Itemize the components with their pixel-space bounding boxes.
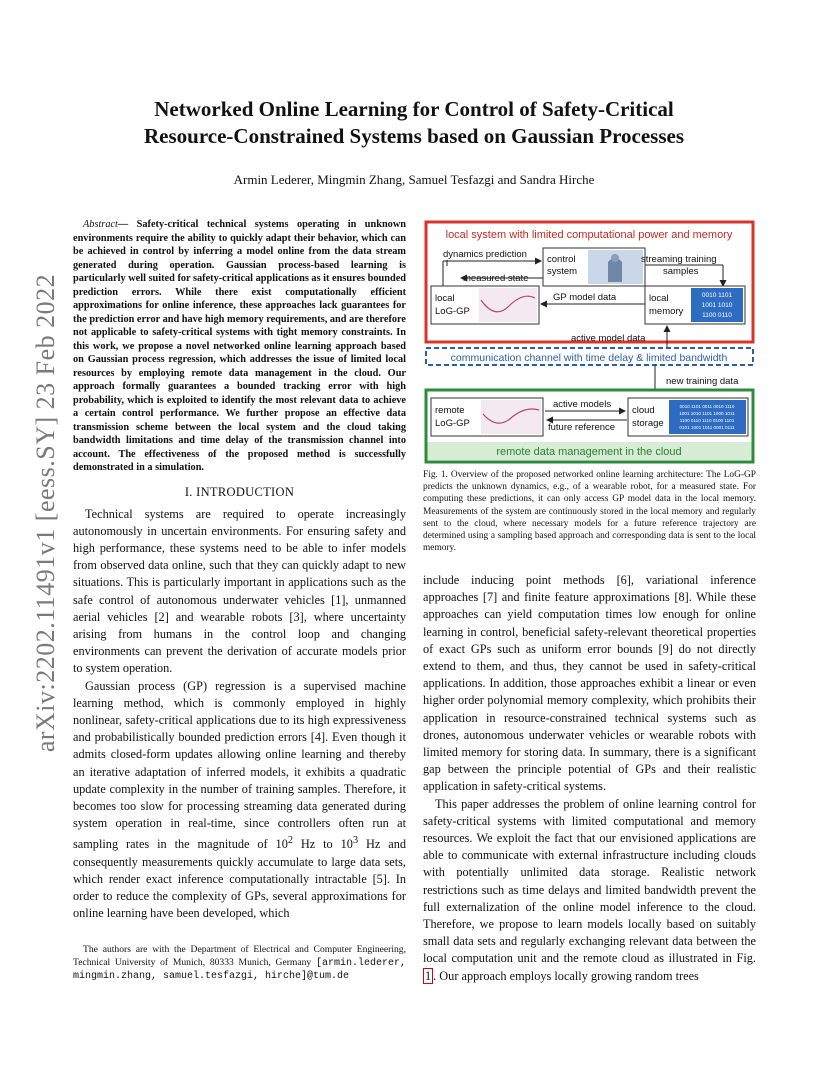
measured-state-label: measured state — [463, 273, 529, 284]
intro-paragraph-1: Technical systems are required to operate increasingly autonomously in uncertain environments. For ensuring safety and high performance, these systems need to be able to infer models from observed data online, such that they can quickly adapt to new situations. This is particularly important in applications such as the safe control of autonomous underwater vehicles [1], unmanned aerial vehicles [2] and wearable robots [3], where uncertainty arising from humans in the control loop and changing environments can prevent the derivation of accurate models prior to system operation. — [73, 506, 406, 676]
remote-loggp-label-1: remote — [435, 405, 465, 416]
author-list: Armin Lederer, Mingmin Zhang, Samuel Tesfazgi and Sandra Hirche — [233, 172, 595, 187]
cloud-storage-label-1: cloud — [632, 405, 655, 416]
footnote-emails: [armin.lederer, mingmin.zhang, samuel.tesfazgi, hirche]@tum.de — [73, 957, 406, 982]
control-system-label-1: control — [547, 254, 576, 265]
figure-caption — [423, 469, 756, 554]
intro-paragraph-4 — [423, 796, 756, 985]
local-memory-label-2: memory — [649, 306, 684, 317]
local-loggp-label-1: local — [435, 293, 455, 304]
remote-loggp-label-2: LoG-GP — [435, 418, 470, 429]
arxiv-identifier-text: arXiv:2202.11491v1 [eess.SY] 23 Feb 2022 — [31, 273, 61, 753]
caption-text: Overview of the proposed networked online learning architecture: The LoG-GP predicts the unknown dynamics, e.g., of a wearable robot, for a measured state. For computing these predictions, it can only access GP model data in the local memory. Measurements of the system are continuously stored in the local memory and regularly sent to the cloud, where necessary models for a future reference trajectory are determined using a sampling based approach and corresponding data is sent to the local memory. — [423, 470, 756, 554]
paper-title — [100, 96, 728, 150]
intro-paragraph-3: include inducing point methods [6], variational inference approaches [7] and finite feature approximations [8]. While these approaches can yield computation times low enough for online learning in control, beneficial safety-relevant theoretical properties of exact GPs such as uniform error bounds [9] do not directly extend to them, and thus, they cannot be used in safety-critical applications. In addition, those approaches exhibit a linear or even higher order polynomial memory complexity, which prohibits their application in resource-constrained technical systems such as drones, autonomous underwater vehicles or wearable robots with limited memory for storing data. In summary, there is a significant gap between the principle potential of GPs and their realistic application in safety-critical systems. — [423, 573, 756, 794]
remote-loggp-plot — [481, 400, 541, 434]
author-footnote — [73, 944, 406, 984]
local-memory-bits-3: 1100 0110 — [702, 312, 732, 319]
robot-head-icon — [611, 254, 619, 262]
local-memory-label-1: local — [649, 293, 669, 304]
figure-1-reference-link[interactable]: 1 — [425, 968, 432, 983]
future-reference-label: future reference — [548, 422, 616, 433]
figure-1 — [423, 220, 756, 466]
caption-label: Fig. 1. — [423, 470, 448, 480]
local-system-title: local system with limited computational power and memory — [445, 229, 733, 241]
cloud-bits-4: 0101 1001 1011 0001 0111 — [679, 425, 735, 430]
cloud-bits-2: 1001 1010 1101 1000 1011 — [679, 411, 735, 416]
new-training-data-label: new training data — [666, 376, 739, 387]
active-models-label: active models — [553, 399, 612, 410]
p2-part-b: Hz to 10 — [292, 837, 353, 852]
left-column — [73, 218, 406, 922]
gp-model-data-label: GP model data — [553, 292, 617, 303]
right-column — [423, 572, 756, 985]
section-heading: I. INTRODUCTION — [184, 484, 295, 499]
cloud-bits-1: 0010 1101 0011 0010 1110 — [679, 404, 735, 409]
streaming-label-1: streaming training — [641, 254, 717, 265]
channel-label: communication channel with time delay & limited bandwidth — [450, 352, 728, 364]
dynamics-prediction-label: dynamics prediction — [443, 249, 527, 260]
control-system-label-2: system — [547, 266, 578, 277]
cloud-bits-3: 1100 0110 1110 0100 1101 — [679, 418, 735, 423]
p2-part-c: Hz and consequently measurements quickly accumulate to large data sets, which render exact inference computationally intractable [5]. In order to reduce the complexity of GPs, several approximations for online learning have been developed, which — [73, 837, 406, 921]
abstract — [73, 218, 406, 475]
cloud-storage-label-2: storage — [632, 418, 664, 429]
local-memory-bits-2: 1001 1010 — [701, 302, 733, 309]
p2-exponent-1: 2 — [287, 835, 293, 847]
title-line-1: Networked Online Learning for Control of Safety-Critical — [154, 97, 674, 121]
streaming-label-2: samples — [663, 266, 699, 277]
p4-part-b: . Our approach employs locally growing random trees — [433, 968, 699, 983]
title-line-2: Resource-Constrained Systems based on Gaussian Processes — [144, 124, 684, 148]
local-loggp-label-2: LoG-GP — [435, 306, 470, 317]
footnote-text: The authors are with the Department of Electrical and Computer Engineering, Technical University of Munich, 80333 Munich, Germany — [73, 944, 406, 968]
abstract-text: — Safety-critical technical systems operating in unknown environments require the ability to quickly adapt their behavior, which can be achieved in control by inferring a model online from the data stream generated during operation. Gaussian process-based learning is particularly well suited for safety-critical applications as it ensures bounded prediction errors. While there exist computationally efficient approximations for online inference, these approaches lack guarantees for the prediction error and have high memory requirements, and are therefore not applicable to safety-critical systems with tight memory constraints. In this work, we propose a novel networked online learning approach based on Gaussian process regression, which addresses the issue of limited local resources by employing remote data management in the cloud. Our approach formally guarantees a bounded tracking error with high probability, which is exploited to identify the most relevant data to achieve a certain control performance. We further propose an effective data transmission scheme between the local system and the cloud taking bandwidth limitations and time delay of the transmission channel into account. The effectiveness of the proposed method is successfully demonstrated in a simulation. — [73, 219, 406, 473]
abstract-label: Abstract — [83, 219, 118, 230]
intro-paragraph-2 — [73, 678, 406, 923]
local-loggp-plot — [479, 288, 537, 322]
p2-part-a: Gaussian process (GP) regression is a supervised machine learning method, which is commonly employed in highly nonlinear, safety-critical applications due to its high expressiveness and probabilistically bounded prediction errors [4]. Even though it admits closed-form updates allowing online learning and thereby an iterative adaptation of inferred models, it exhibits a quadratic update complexity in the number of training samples. Therefore, it becomes too slow for processing streaming data generated during system operation in real-time, since controllers often run at sampling rates in the magnitude of 10 — [73, 678, 406, 852]
p4-part-a: This paper addresses the problem of online learning control for safety-critical systems with limited computational and memory resources. We exploit the fact that our envisioned applications are able to communicate with external infrastructure including clouds with potentially unlimited data storage. Realistic network restrictions such as time delays and limited bandwidth prevent the full externalization of the online model inference to the cloud. Therefore, we propose to learn models locally based on suitably small data sets and regularly exchanging relevant data between the local computation unit and the remote cloud as illustrated in Fig. — [423, 796, 756, 966]
arxiv-identifier — [26, 273, 66, 753]
local-memory-bits-1: 0010 1101 — [701, 292, 733, 299]
active-model-data-label: active model data — [571, 333, 646, 344]
p2-exponent-2: 3 — [352, 835, 359, 847]
architecture-diagram — [423, 220, 756, 466]
remote-title: remote data management in the cloud — [496, 446, 682, 458]
